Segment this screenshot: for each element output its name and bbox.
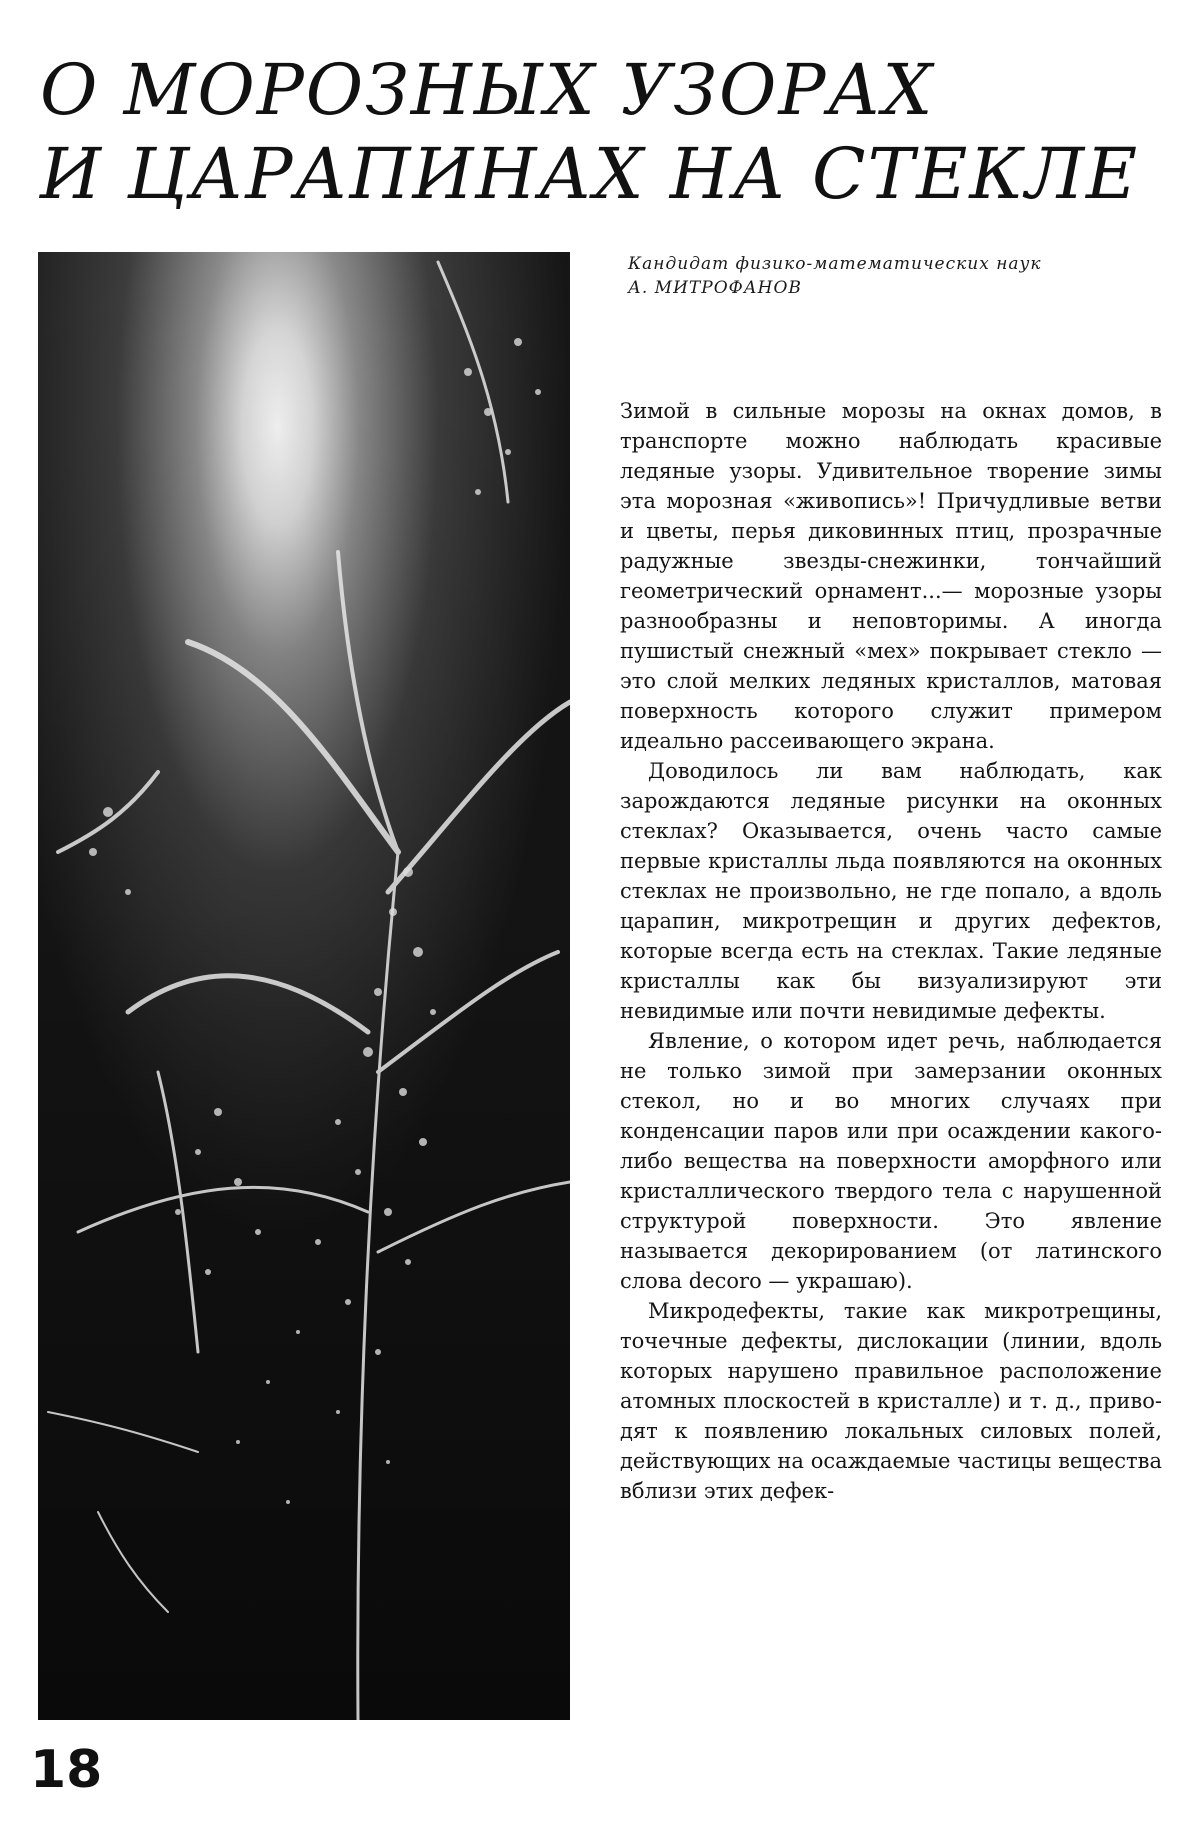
article-body (620, 396, 1162, 1506)
author-name: А. МИТРОФАНОВ (628, 278, 802, 298)
author-block (628, 252, 1168, 300)
paragraph-1: Зимой в сильные морозы на окнах домов, в транспорте можно наблюдать красивые ледяные узоры. Удивительное творение зимы эта морозная «живопись»! Причудливые ветви и цветы, перья диковинных птиц, прозрачные радужные звезды-снежинки, тончайший геометрический орнамент...— морозные узоры разнообразны и неповторимы. А иногда пушистый снежный «мех» покрывает стекло — это слой мелких ледяных кристаллов, матовая поверхность которого служит примером идеально рассеивающего экрана. (620, 399, 1162, 753)
title-line-1: О МОРОЗНЫХ УЗОРАХ (40, 49, 935, 131)
article-title (40, 48, 1170, 216)
author-credentials: Кандидат физико-математических наук (628, 254, 1042, 274)
paragraph-3: Явление, о котором идет речь, наблюдается не только зимой при замерзании оконных стекол, но и во многих случаях при конденсации паров или при осаждении какого-либо вещества на поверхности аморфного или кристаллического твердого тела с нарушенной структурой поверхности. Это явление называется декорированием (от латинского слова decoro — украшаю). (620, 1029, 1162, 1293)
frost-pattern-photo-icon (38, 252, 570, 1720)
title-line-2: И ЦАРАПИНАХ НА СТЕКЛЕ (40, 133, 1140, 215)
paragraph-2: Доводилось ли вам наблюдать, как зарождаются ледяные рисунки на оконных стеклах? Оказывается, очень часто самые первые кристаллы льда появляются на оконных стеклах не произвольно, не где попало, а вдоль царапин, микротрещин и других дефектов, которые всегда есть на стеклах. Такие ледяные кристаллы как бы визуализируют эти невидимые или почти невидимые дефекты. (620, 759, 1162, 1023)
page-number: 18 (30, 1740, 103, 1800)
paragraph-4: Микродефекты, такие как микротрещины, точечные дефекты, дислокации (линии, вдоль которых нарушено правильное расположение атомных плоскостей в кристалле) и т. д., приводят к появлению локальных силовых полей, действующих на осаждаемые частицы вещества вблизи этих дефек- (620, 1299, 1162, 1503)
